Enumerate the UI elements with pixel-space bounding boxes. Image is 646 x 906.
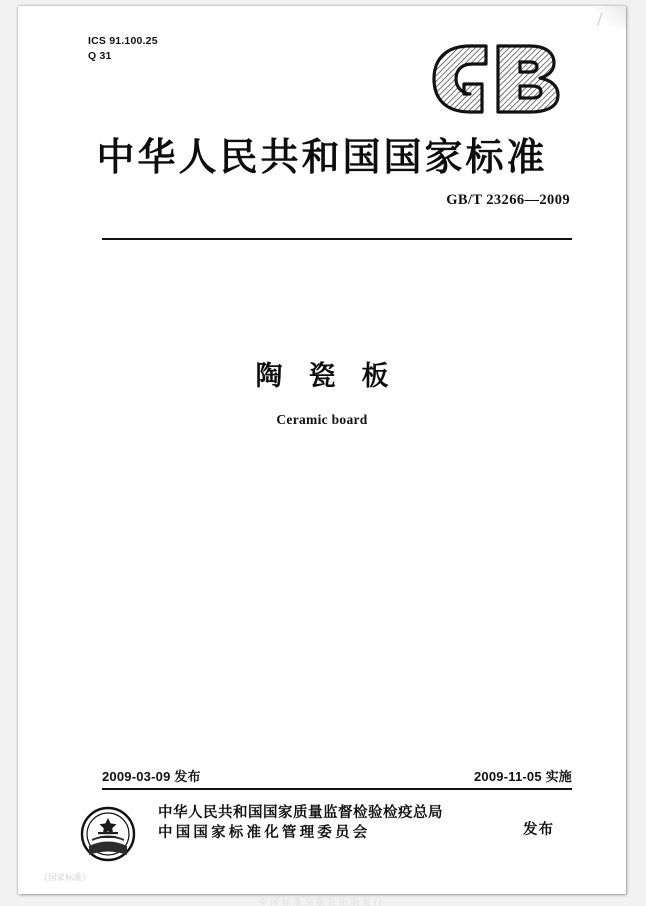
standard-cover-page (18, 6, 626, 906)
ics-category-code: Q 31 (88, 50, 112, 63)
document-title: 陶瓷板 (255, 361, 415, 392)
issuer-line-1: 中华人民共和国国家质量监督检验检疫总局 (158, 805, 443, 821)
standard-number: GB/T 23266—2009 (446, 192, 570, 208)
dates-row (102, 766, 572, 784)
issuer-line-2: 中国国家标准化管理委员会 (158, 824, 371, 841)
page-curl-icon (592, 6, 626, 28)
page-curl-line (597, 13, 612, 30)
issue-date: 2009-03-09 发布 (102, 769, 201, 784)
document-subtitle-english: Ceramic board (276, 412, 368, 427)
ics-code: ICS 91.100.25 (88, 35, 158, 47)
publish-label: 发布 (523, 822, 554, 838)
watermark-text: 《国家标准》 (40, 873, 91, 882)
national-standard-title: 中华人民共和国国家标准 (96, 135, 548, 179)
issuer-block (158, 804, 558, 843)
footer-divider (102, 788, 572, 790)
header-divider (102, 238, 572, 240)
national-emblem-icon (80, 806, 136, 862)
bottom-faint-text: 中国标准出版社出版发行 (258, 898, 386, 906)
effective-date: 2009-11-05 实施 (474, 769, 572, 784)
ics-classification-block (88, 34, 158, 64)
gb-logo-icon (426, 40, 574, 118)
